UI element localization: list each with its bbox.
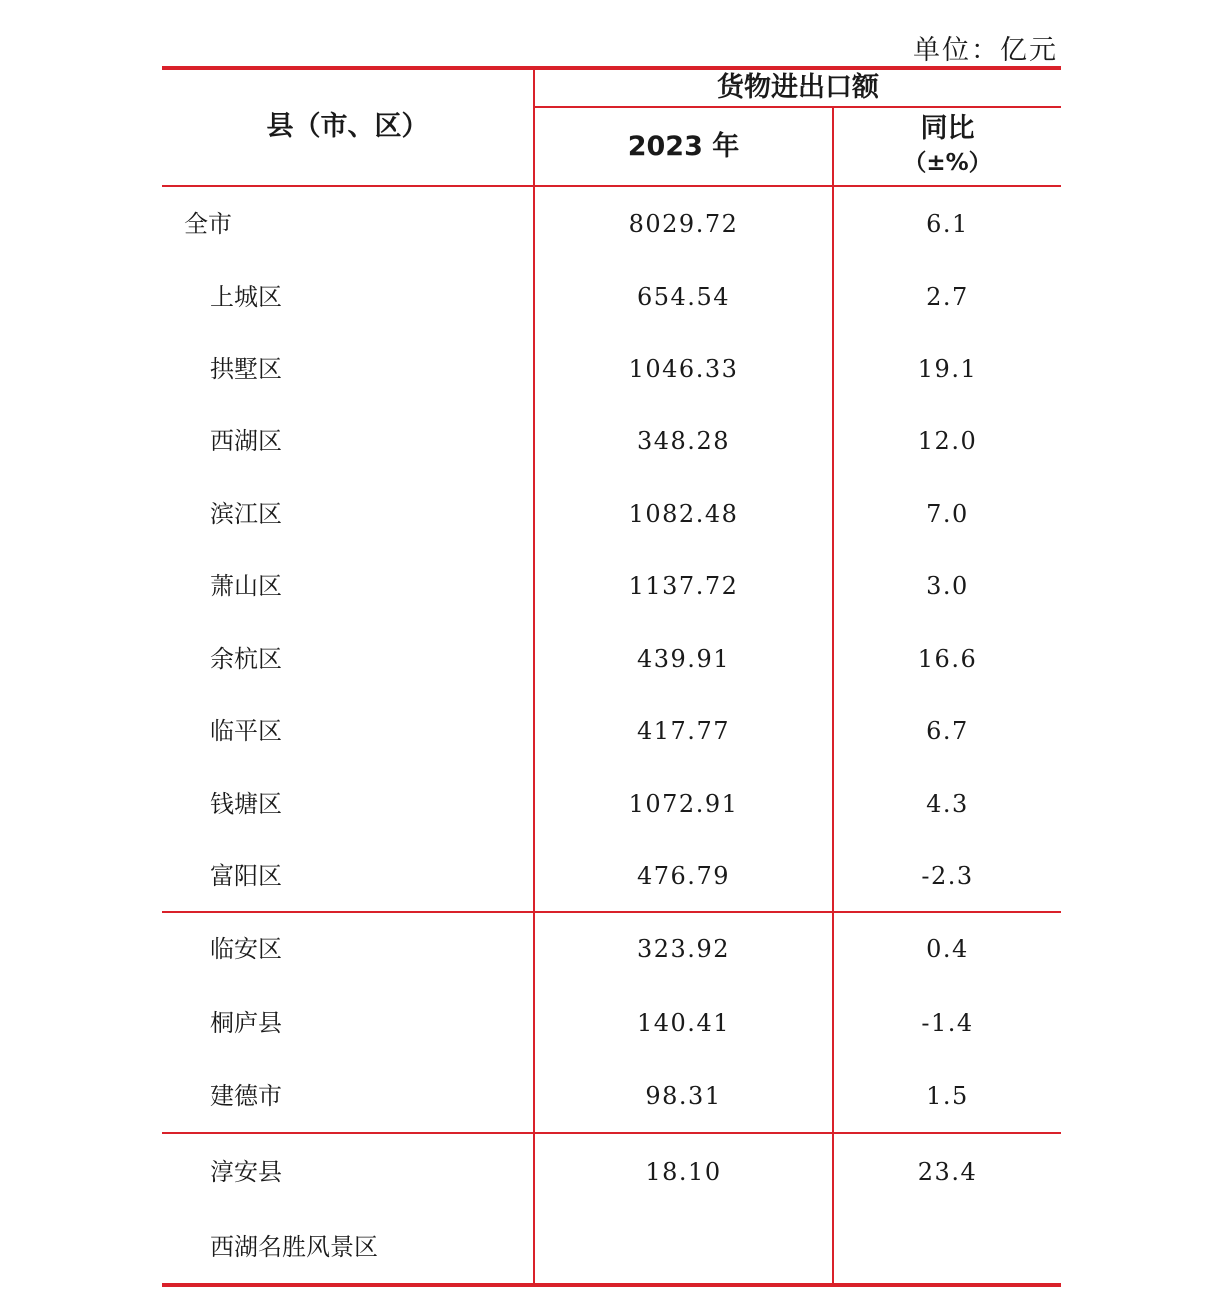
trade-value-group-header: 货物进出口额 <box>717 72 879 103</box>
yoy-value: 1.5 <box>926 1082 969 1110</box>
region-name: 淳安县 <box>210 1158 282 1186</box>
region-column-header: 县（市、区） <box>266 111 429 142</box>
yoy-value: 16.6 <box>917 645 978 673</box>
region-name: 桐庐县 <box>210 1009 282 1037</box>
region-name: 临平区 <box>210 717 282 745</box>
yoy-value: 12.0 <box>917 427 978 455</box>
section-rule-2 <box>162 1132 1061 1134</box>
yoy-value: -2.3 <box>921 862 974 890</box>
region-name: 钱塘区 <box>210 790 282 818</box>
region-name: 西湖区 <box>210 427 282 455</box>
trade-value: 476.79 <box>637 862 730 890</box>
yoy-value: 6.1 <box>926 210 969 238</box>
region-name: 萧山区 <box>210 572 282 600</box>
year-column-header: 2023 年 <box>627 131 740 162</box>
region-name: 西湖名胜风景区 <box>210 1233 378 1261</box>
yoy-column-header: 同比 <box>920 113 975 144</box>
region-name: 全市 <box>184 210 232 238</box>
yoy-unit-label: （±%） <box>903 150 992 176</box>
region-name: 余杭区 <box>210 645 282 673</box>
yoy-value: 0.4 <box>926 935 969 963</box>
yoy-value: 6.7 <box>926 717 969 745</box>
region-name: 上城区 <box>210 283 282 311</box>
yoy-value: 2.7 <box>926 283 969 311</box>
trade-value: 348.28 <box>637 427 730 455</box>
region-name: 富阳区 <box>210 862 282 890</box>
trade-value: 140.41 <box>637 1009 730 1037</box>
region-name: 滨江区 <box>210 500 282 528</box>
yoy-value: 23.4 <box>917 1158 978 1186</box>
trade-value: 417.77 <box>637 717 730 745</box>
region-name: 临安区 <box>210 935 282 963</box>
trade-value: 439.91 <box>637 645 730 673</box>
header-group-rule <box>534 106 1061 108</box>
table-top-rule <box>162 66 1061 70</box>
trade-value: 323.92 <box>637 935 730 963</box>
table-bottom-rule <box>162 1283 1061 1287</box>
section-rule-1 <box>162 911 1061 913</box>
trade-value: 18.10 <box>645 1158 722 1186</box>
trade-value: 654.54 <box>637 283 730 311</box>
trade-value: 1137.72 <box>628 572 739 600</box>
column-divider-2 <box>832 107 834 1286</box>
trade-value: 8029.72 <box>628 210 739 238</box>
trade-value: 1046.33 <box>628 355 739 383</box>
trade-value: 1082.48 <box>628 500 739 528</box>
yoy-value: 19.1 <box>917 355 978 383</box>
region-name: 建德市 <box>210 1082 282 1110</box>
region-name: 拱墅区 <box>210 355 282 383</box>
trade-value: 1072.91 <box>628 790 739 818</box>
header-bottom-rule <box>162 185 1061 187</box>
yoy-value: 7.0 <box>926 500 969 528</box>
yoy-value: -1.4 <box>921 1009 974 1037</box>
unit-label: 单位：亿元 <box>913 35 1058 66</box>
yoy-value: 4.3 <box>926 790 969 818</box>
yoy-value: 3.0 <box>926 572 969 600</box>
trade-value: 98.31 <box>645 1082 722 1110</box>
